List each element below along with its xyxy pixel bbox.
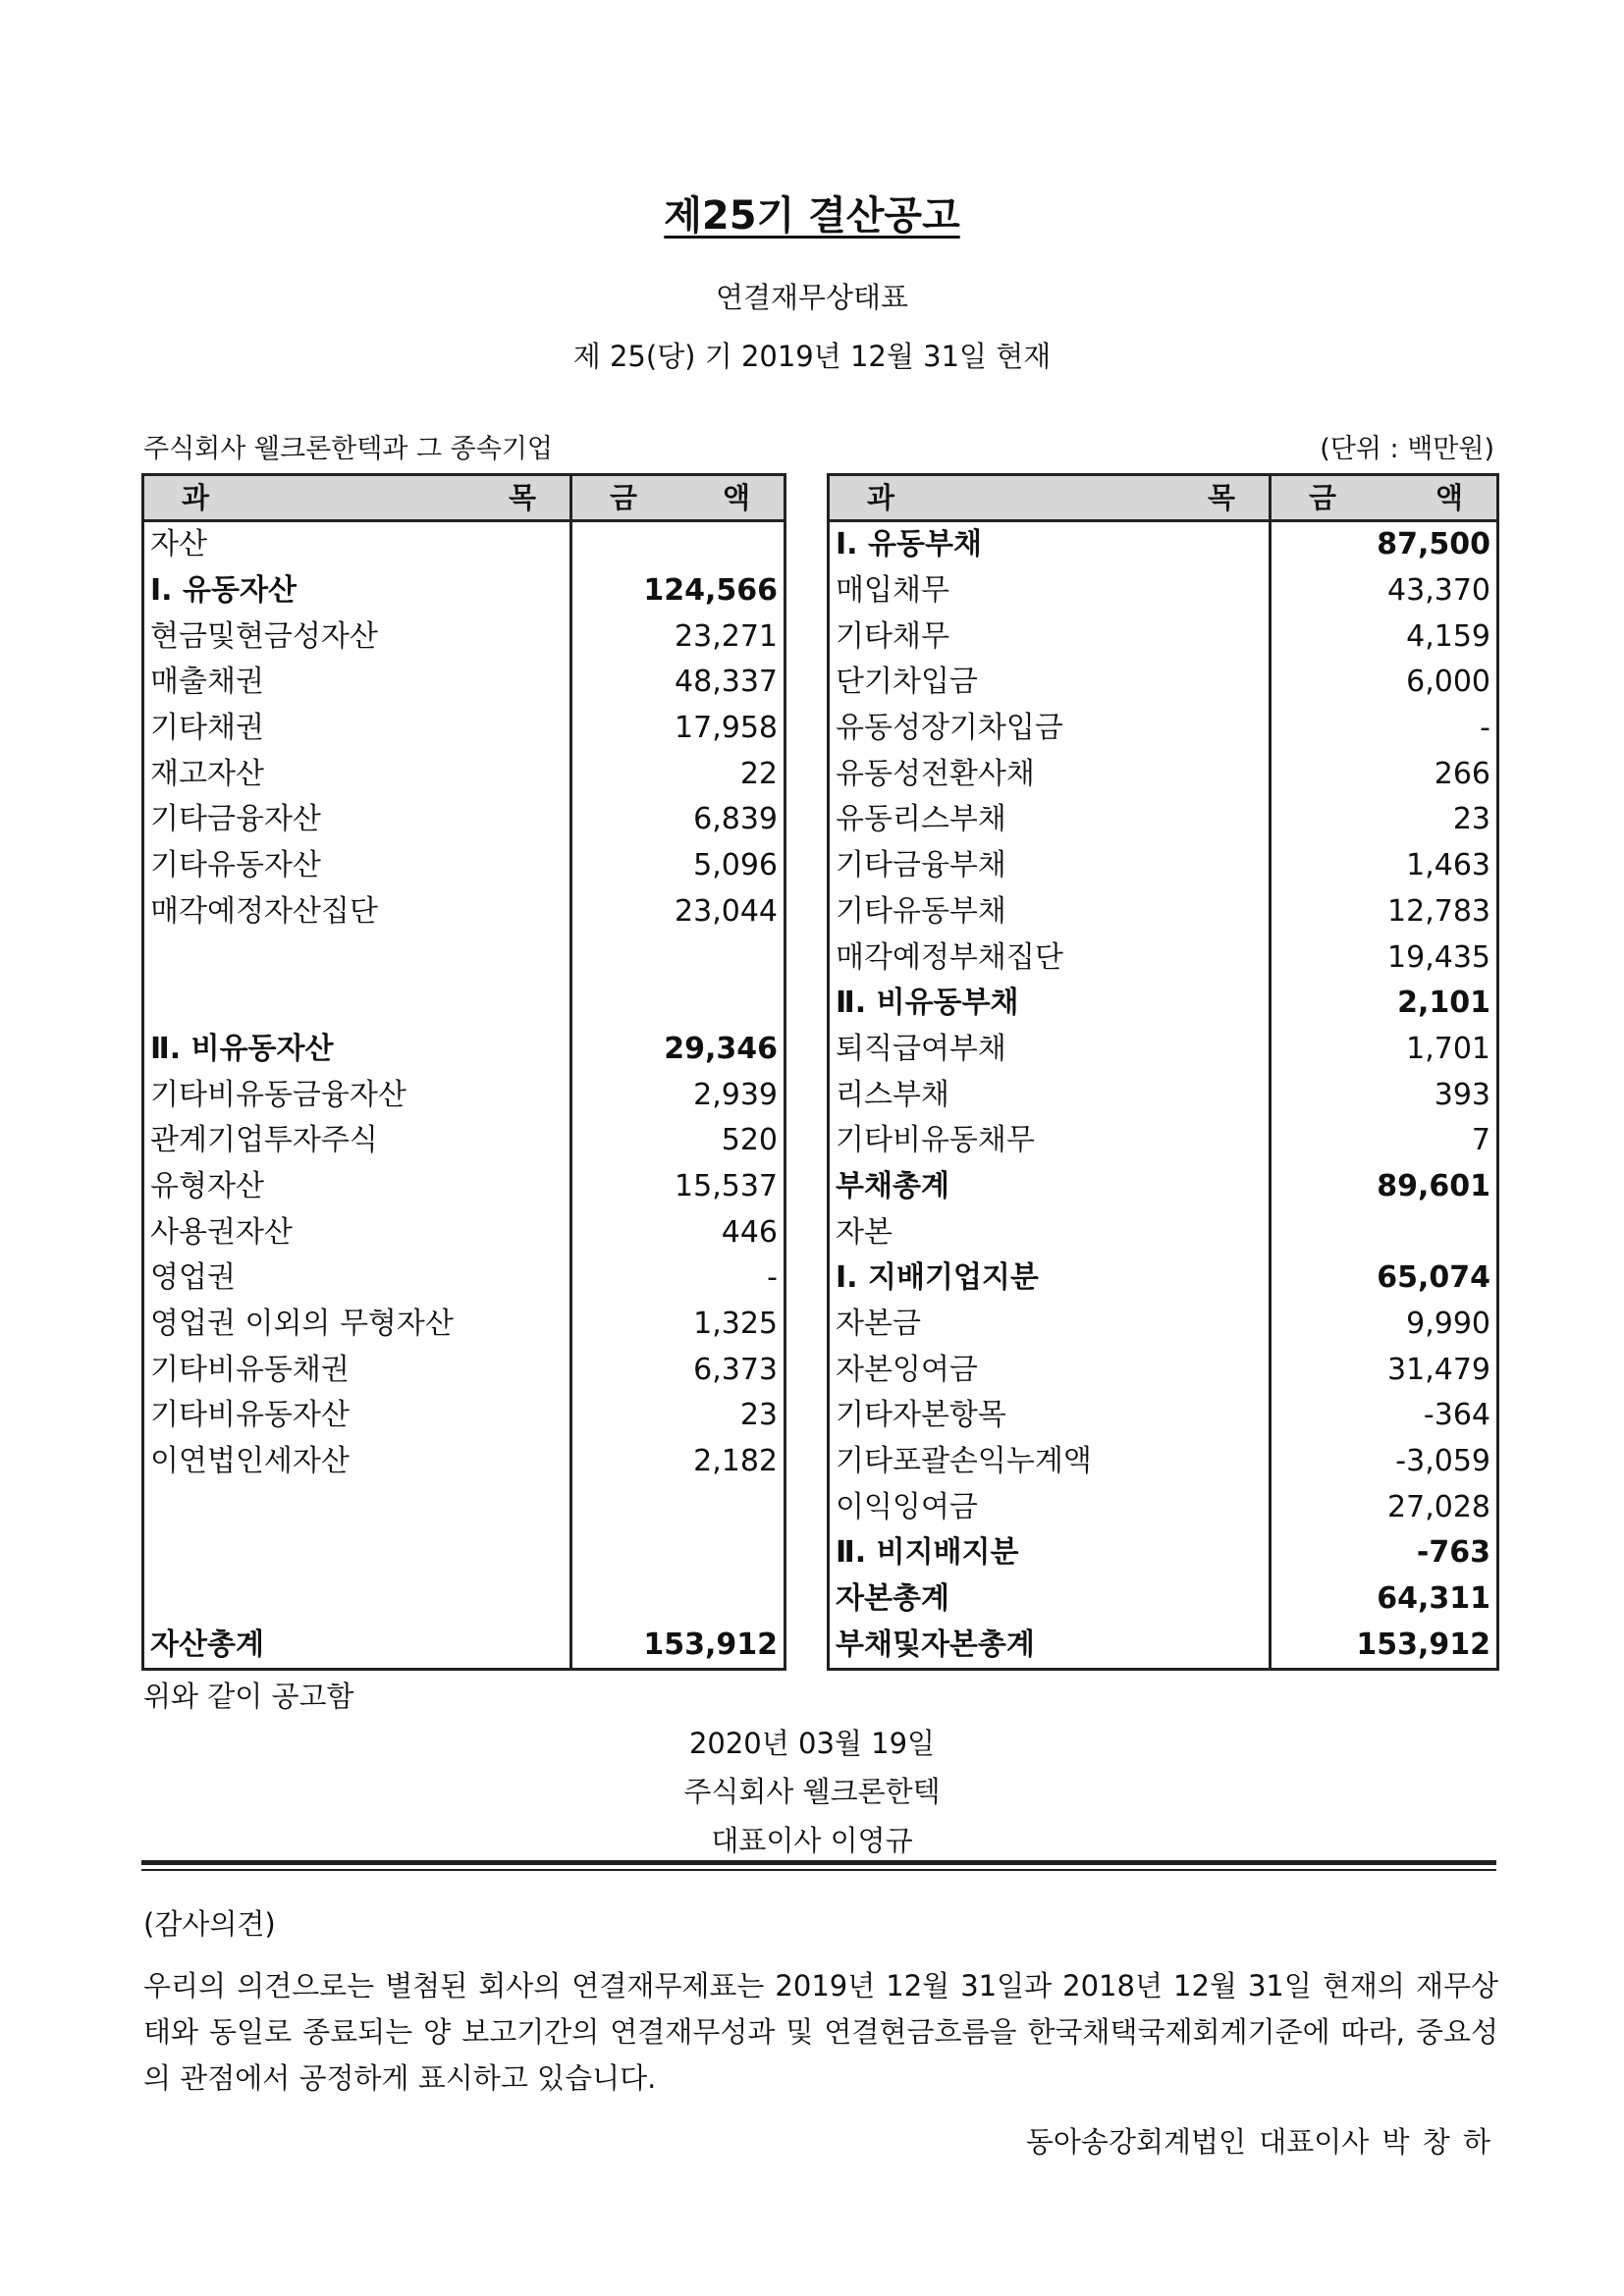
- row-amount: 23,044: [571, 889, 785, 935]
- table-row: [829, 1439, 1498, 1485]
- table-row: [143, 1347, 785, 1393]
- table-row: [829, 1072, 1498, 1118]
- row-label: [143, 1530, 571, 1576]
- liabilities-equity-table: [827, 473, 1499, 1671]
- table-row: [829, 568, 1498, 614]
- row-amount: -364: [1271, 1393, 1498, 1439]
- company-name: 주식회사 웰크론한텍: [683, 1775, 941, 1808]
- row-label: 기타자본항목: [829, 1393, 1271, 1439]
- table-row: [829, 660, 1498, 706]
- row-label: 재고자산: [143, 751, 571, 797]
- row-amount: 87,500: [1271, 521, 1498, 568]
- row-amount: 153,912: [571, 1623, 785, 1670]
- row-label: 리스부채: [829, 1072, 1271, 1118]
- row-amount: 520: [571, 1118, 785, 1164]
- row-amount: -: [571, 1255, 785, 1302]
- table-row: [829, 797, 1498, 843]
- row-label: Ⅰ. 유동자산: [143, 568, 571, 614]
- notice-date: 2020년 03월 19일: [688, 1727, 936, 1760]
- row-label: 기타유동부채: [829, 889, 1271, 935]
- row-label: Ⅰ. 유동부채: [829, 521, 1271, 568]
- row-amount: 1,701: [1271, 1027, 1498, 1073]
- row-amount: 22: [571, 751, 785, 797]
- row-amount: [1271, 1209, 1498, 1255]
- header-item: 과 목: [143, 475, 571, 521]
- row-label: 기타채무: [829, 614, 1271, 660]
- row-label: 영업권: [143, 1255, 571, 1302]
- row-amount: 29,346: [571, 1027, 785, 1073]
- table-row: [829, 1576, 1498, 1623]
- row-label: 자본: [829, 1209, 1271, 1255]
- row-amount: 2,101: [1271, 981, 1498, 1027]
- audit-opinion: 우리의 의견으로는 별첨된 회사의 연결재무제표는 2019년 12월 31일과 2018년 12월 31일 현재의 재무상태와 동일로 종료되는 양 보고기간의 연결재무성과 및 연결현금흐름을 한국채택국제회계기준에 따라, 중요성의 관점에서 공정하게 표시하고 있습니다.: [143, 1969, 1498, 2095]
- row-amount: 64,311: [1271, 1576, 1498, 1623]
- table-row: [143, 751, 785, 797]
- table-row: [829, 521, 1498, 568]
- company-line: 주식회사 웰크론한텍과 그 종속기업: [143, 434, 553, 464]
- row-amount: 124,566: [571, 568, 785, 614]
- table-row: [829, 1347, 1498, 1393]
- row-amount: 266: [1271, 751, 1498, 797]
- row-amount: 65,074: [1271, 1255, 1498, 1302]
- table-row: [143, 1576, 785, 1623]
- table-row: [829, 1530, 1498, 1576]
- row-amount: 153,912: [1271, 1623, 1498, 1670]
- row-amount: 7: [1271, 1118, 1498, 1164]
- row-amount: 43,370: [1271, 568, 1498, 614]
- table-row: [143, 797, 785, 843]
- table-row: [143, 1530, 785, 1576]
- row-label: 기타금융자산: [143, 797, 571, 843]
- row-amount: 9,990: [1271, 1302, 1498, 1348]
- table-row: [143, 1393, 785, 1439]
- row-amount: 23,271: [571, 614, 785, 660]
- row-amount: 6,000: [1271, 660, 1498, 706]
- row-label: 자본잉여금: [829, 1347, 1271, 1393]
- assets-table: [141, 473, 786, 1671]
- divider-thick: [141, 1860, 1496, 1865]
- row-label: 자본금: [829, 1302, 1271, 1348]
- row-label: 유동성전환사채: [829, 751, 1271, 797]
- row-label: 기타비유동자산: [143, 1393, 571, 1439]
- table-row: [143, 1209, 785, 1255]
- row-amount: 5,096: [571, 843, 785, 889]
- row-label: 유동리스부채: [829, 797, 1271, 843]
- table-row: [143, 1302, 785, 1348]
- row-amount: 393: [1271, 1072, 1498, 1118]
- row-label: 자산총계: [143, 1623, 571, 1670]
- row-label: 매출채권: [143, 660, 571, 706]
- table-row: [829, 1623, 1498, 1670]
- table-row: [143, 1623, 785, 1670]
- table-row: [829, 889, 1498, 935]
- header-amount: 금 액: [571, 475, 785, 521]
- row-amount: 2,182: [571, 1439, 785, 1485]
- row-label: Ⅱ. 비지배지분: [829, 1530, 1271, 1576]
- notice-title: 제25기 결산공고: [664, 193, 960, 239]
- row-label: 유형자산: [143, 1164, 571, 1210]
- row-label: Ⅱ. 비유동부채: [829, 981, 1271, 1027]
- header-amount: 금 액: [1271, 475, 1498, 521]
- row-amount: [571, 934, 785, 981]
- row-amount: 6,839: [571, 797, 785, 843]
- row-label: 매입채무: [829, 568, 1271, 614]
- table-row: [143, 1164, 785, 1210]
- table-row: [829, 751, 1498, 797]
- unit-label: (단위 : 백만원): [1320, 434, 1494, 464]
- row-label: 단기차입금: [829, 660, 1271, 706]
- row-amount: -: [1271, 706, 1498, 752]
- table-row: [829, 1164, 1498, 1210]
- row-amount: -763: [1271, 1530, 1498, 1576]
- table-row: [829, 1255, 1498, 1302]
- row-label: [143, 1576, 571, 1623]
- row-label: 부채총계: [829, 1164, 1271, 1210]
- row-amount: [571, 1576, 785, 1623]
- table-row: [829, 1118, 1498, 1164]
- table-row: [143, 981, 785, 1027]
- row-amount: 19,435: [1271, 934, 1498, 981]
- row-label: 유동성장기차입금: [829, 706, 1271, 752]
- row-amount: 4,159: [1271, 614, 1498, 660]
- table-row: [829, 981, 1498, 1027]
- table-row: [829, 1484, 1498, 1530]
- row-label: 기타채권: [143, 706, 571, 752]
- row-label: [143, 934, 571, 981]
- table-row: [143, 889, 785, 935]
- row-amount: [571, 1530, 785, 1576]
- row-amount: 23: [1271, 797, 1498, 843]
- row-label: 관계기업투자주식: [143, 1118, 571, 1164]
- row-amount: [571, 521, 785, 568]
- table-row: [143, 1072, 785, 1118]
- notice-text: 위와 같이 공고함: [143, 1680, 354, 1713]
- audit-heading: (감사의견): [143, 1907, 276, 1941]
- row-label: [143, 981, 571, 1027]
- row-amount: 17,958: [571, 706, 785, 752]
- row-label: 기타유동자산: [143, 843, 571, 889]
- table-row: [829, 934, 1498, 981]
- table-row: [143, 706, 785, 752]
- table-row: [143, 660, 785, 706]
- row-amount: 48,337: [571, 660, 785, 706]
- assets-table-header: [143, 475, 785, 521]
- row-label: 사용권자산: [143, 1209, 571, 1255]
- row-label: 기타금융부채: [829, 843, 1271, 889]
- row-label: 퇴직급여부채: [829, 1027, 1271, 1073]
- row-label: 기타비유동채권: [143, 1347, 571, 1393]
- row-label: Ⅰ. 지배기업지분: [829, 1255, 1271, 1302]
- row-label: Ⅱ. 비유동자산: [143, 1027, 571, 1073]
- table-row: [829, 1302, 1498, 1348]
- table-row: [829, 706, 1498, 752]
- table-row: [829, 1027, 1498, 1073]
- row-amount: 89,601: [1271, 1164, 1498, 1210]
- table-row: [143, 1484, 785, 1530]
- table-row: [829, 1393, 1498, 1439]
- row-label: 이익잉여금: [829, 1484, 1271, 1530]
- row-amount: 15,537: [571, 1164, 785, 1210]
- row-label: 기타포괄손익누계액: [829, 1439, 1271, 1485]
- row-label: 부채및자본총계: [829, 1623, 1271, 1670]
- row-amount: 1,463: [1271, 843, 1498, 889]
- row-amount: [571, 1484, 785, 1530]
- row-amount: [571, 981, 785, 1027]
- row-label: 매각예정부채집단: [829, 934, 1271, 981]
- table-row: [143, 1439, 785, 1485]
- row-label: 자산: [143, 521, 571, 568]
- row-amount: -3,059: [1271, 1439, 1498, 1485]
- table-row: [143, 1255, 785, 1302]
- table-row: [143, 521, 785, 568]
- table-row: [829, 843, 1498, 889]
- ceo-name: 대표이사 이영규: [711, 1824, 913, 1857]
- table-row: [143, 1118, 785, 1164]
- statement-title: 연결재무상태표: [715, 281, 909, 314]
- table-row: [143, 568, 785, 614]
- row-label: 자본총계: [829, 1576, 1271, 1623]
- row-label: 영업권 이외의 무형자산: [143, 1302, 571, 1348]
- table-row: [143, 1027, 785, 1073]
- row-label: 이연법인세자산: [143, 1439, 571, 1485]
- row-amount: 6,373: [571, 1347, 785, 1393]
- liabilities-table-header: [829, 475, 1498, 521]
- table-row: [829, 614, 1498, 660]
- row-label: 현금및현금성자산: [143, 614, 571, 660]
- row-label: 기타비유동금융자산: [143, 1072, 571, 1118]
- row-label: 기타비유동채무: [829, 1118, 1271, 1164]
- row-amount: 27,028: [1271, 1484, 1498, 1530]
- table-row: [143, 614, 785, 660]
- row-label: [143, 1484, 571, 1530]
- auditor-signature: 동아송강회계법인 대표이사 박 창 하: [1025, 2125, 1490, 2159]
- table-row: [143, 934, 785, 981]
- table-row: [829, 1209, 1498, 1255]
- row-amount: 1,325: [571, 1302, 785, 1348]
- row-label: 매각예정자산집단: [143, 889, 571, 935]
- row-amount: 2,939: [571, 1072, 785, 1118]
- row-amount: 12,783: [1271, 889, 1498, 935]
- row-amount: 23: [571, 1393, 785, 1439]
- table-row: [143, 843, 785, 889]
- row-amount: 31,479: [1271, 1347, 1498, 1393]
- header-item: 과 목: [829, 475, 1271, 521]
- row-amount: 446: [571, 1209, 785, 1255]
- divider-thin: [141, 1869, 1496, 1871]
- statement-period: 제 25(당) 기 2019년 12월 31일 현재: [572, 340, 1052, 373]
